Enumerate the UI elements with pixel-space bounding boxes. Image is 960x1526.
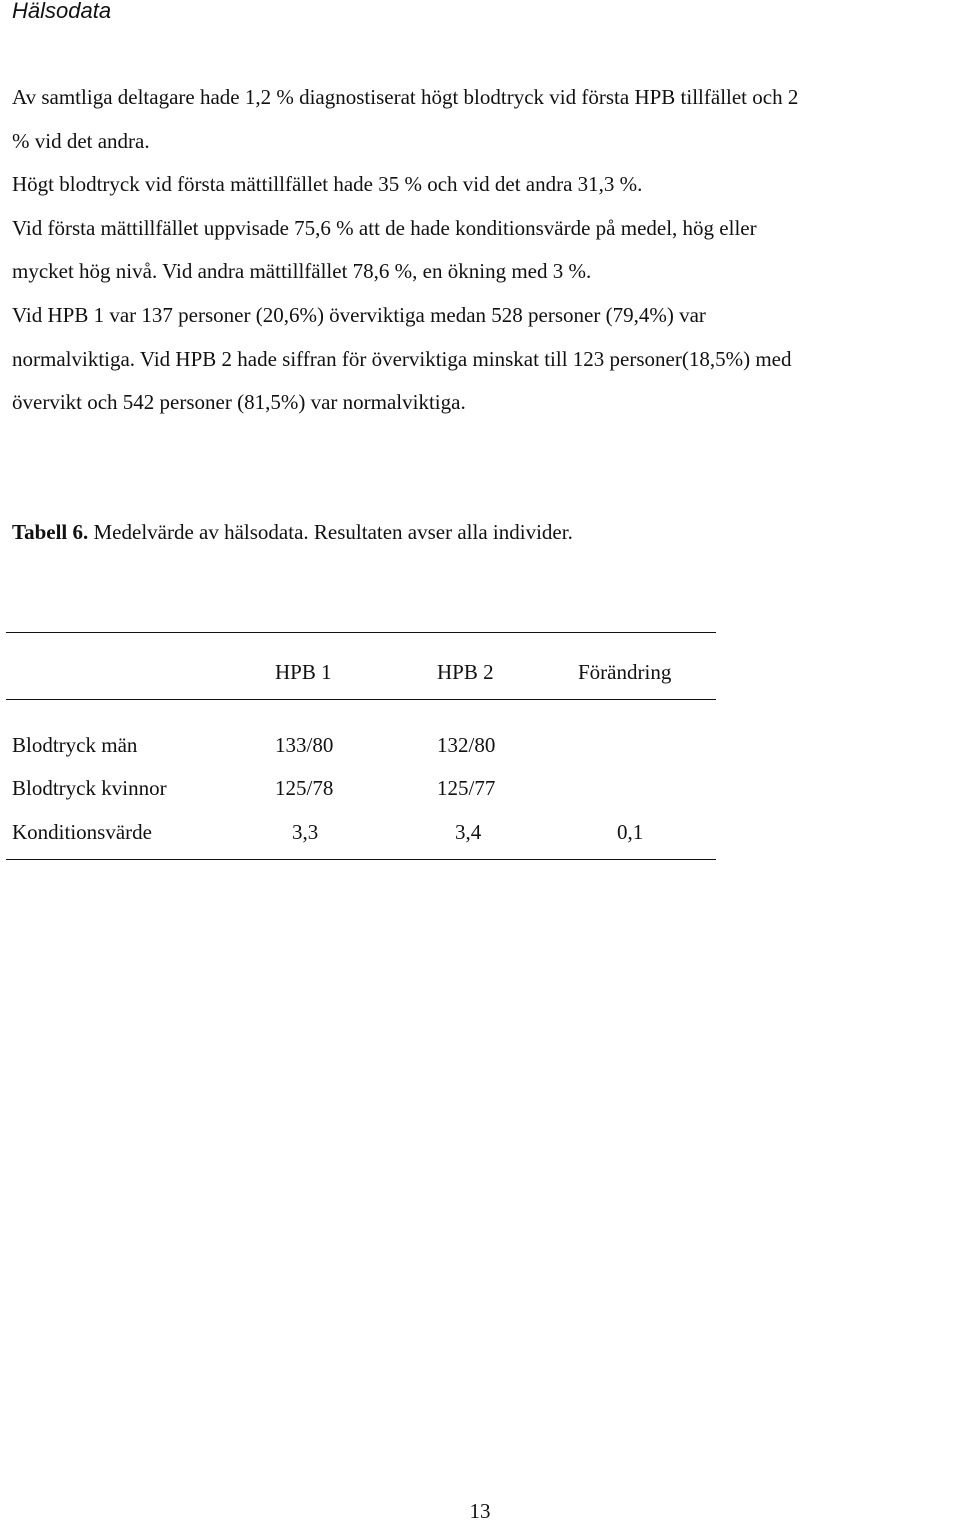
table-header-rule — [6, 699, 716, 700]
paragraph-line: normalviktiga. Vid HPB 2 hade siffran för överviktiga minskat till 123 personer(18,5%) med — [12, 346, 792, 371]
section-heading: Hälsodata — [12, 0, 112, 23]
row-label: Blodtryck män — [12, 733, 138, 757]
cell-change: 0,1 — [617, 820, 644, 844]
table-bottom-rule — [6, 859, 716, 860]
paragraph-line: Högt blodtryck vid första mättillfället hade 35 % och vid det andra 31,3 %. — [12, 172, 643, 197]
table-top-rule — [6, 632, 716, 633]
table-caption-text: Medelvärde av hälsodata. Resultaten avser alla individer. — [88, 520, 573, 544]
cell-hpb2: 3,4 — [455, 820, 482, 844]
header-hpb1: HPB 1 — [275, 660, 332, 684]
page-number: 13 — [469, 1499, 491, 1523]
cell-hpb1: 3,3 — [292, 820, 319, 844]
row-label: Konditionsvärde — [12, 820, 152, 844]
paragraph-line: % vid det andra. — [12, 128, 150, 153]
table-caption-label: Tabell 6. — [12, 520, 89, 544]
header-hpb2: HPB 2 — [437, 660, 494, 684]
cell-hpb2: 132/80 — [437, 733, 496, 757]
cell-hpb1: 133/80 — [275, 733, 334, 757]
cell-hpb1: 125/78 — [275, 776, 334, 800]
cell-hpb2: 125/77 — [437, 776, 496, 800]
paragraph-line: Vid HPB 1 var 137 personer (20,6%) överviktiga medan 528 personer (79,4%) var — [12, 303, 706, 327]
paragraph-line: Vid första mättillfället uppvisade 75,6 % att de hade konditionsvärde på medel, hög eller — [12, 215, 757, 240]
row-label: Blodtryck kvinnor — [12, 776, 167, 800]
paragraph-line: övervikt och 542 personer (81,5%) var normalviktiga. — [12, 390, 466, 415]
paragraph-line: mycket hög nivå. Vid andra mättillfället 78,6 %, en ökning med 3 %. — [12, 259, 592, 284]
header-change: Förändring — [578, 660, 672, 684]
paragraph-line: Av samtliga deltagare hade 1,2 % diagnostiserat högt blodtryck vid första HPB tillfället och 2 — [12, 85, 799, 109]
table-caption — [12, 514, 573, 550]
